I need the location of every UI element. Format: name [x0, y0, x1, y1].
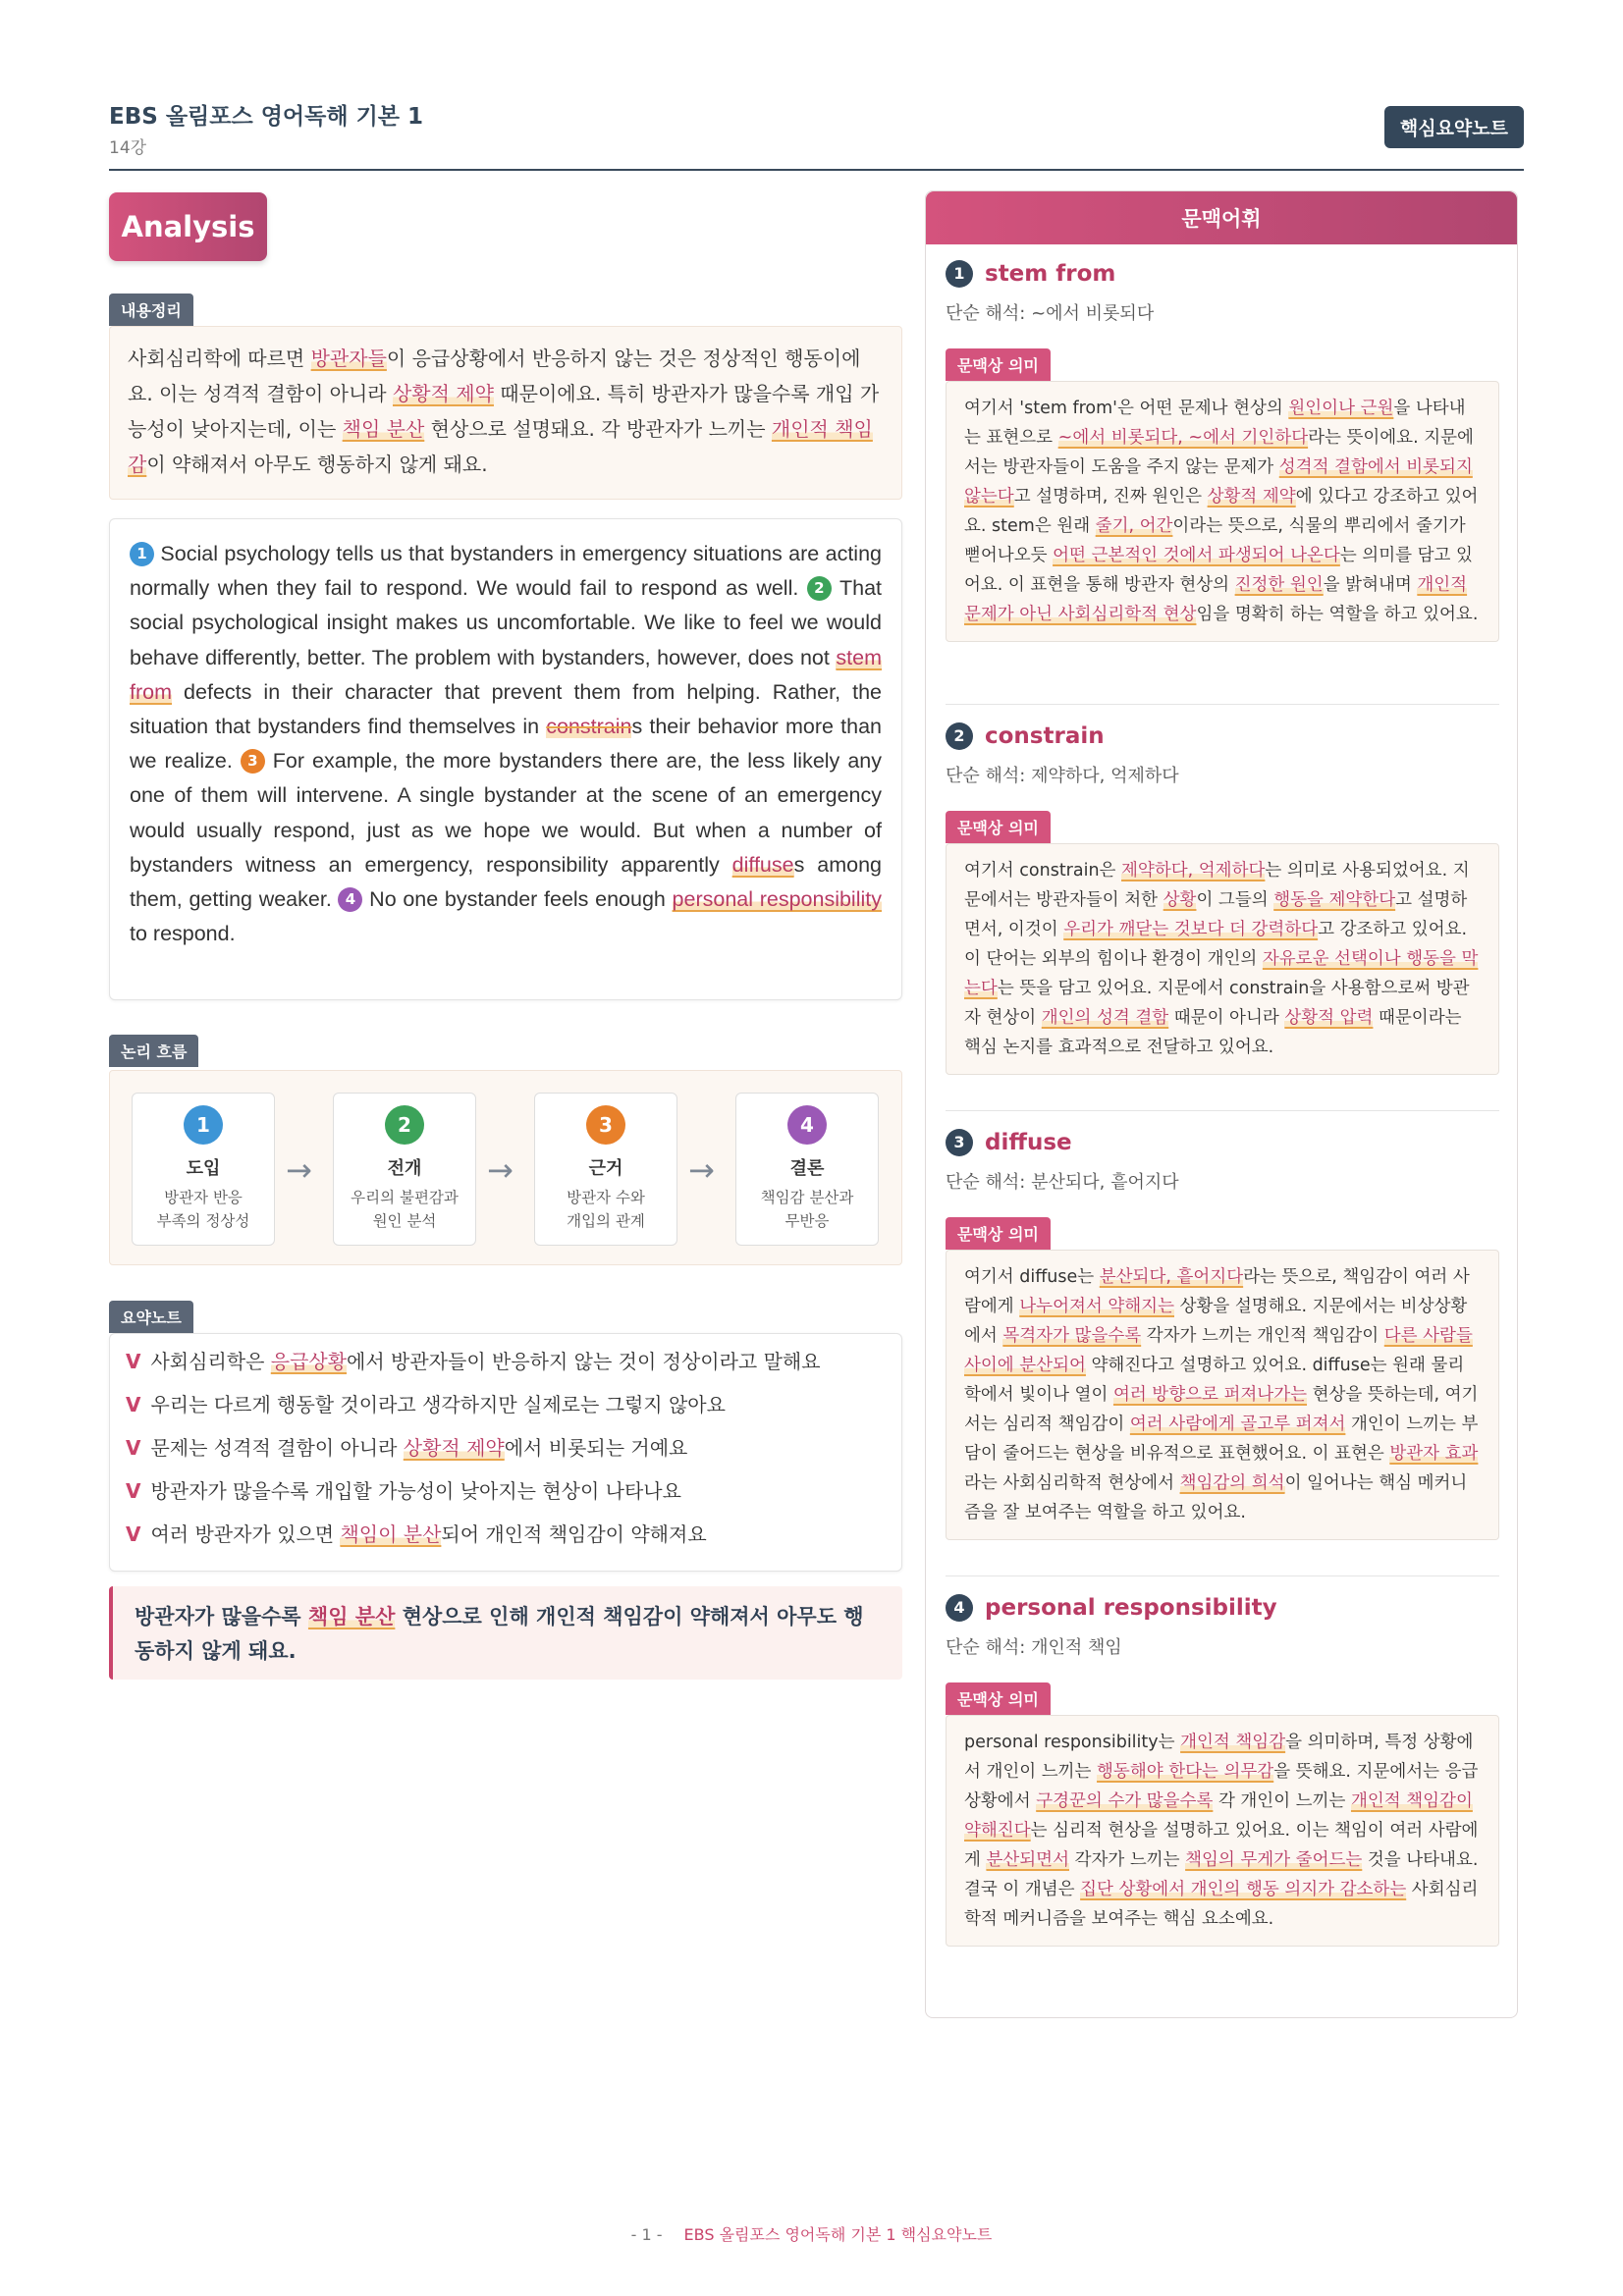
- flow-step-title: 결론: [789, 1158, 825, 1179]
- flow-step-desc: 개입의 관계: [567, 1212, 645, 1230]
- key-term: 개인적 책임감: [128, 417, 873, 476]
- analysis-tag: Analysis: [109, 192, 267, 261]
- key-term: 어떤 근본적인 것에서 파생되어 나온다: [1053, 546, 1340, 565]
- divider: [946, 1575, 1499, 1576]
- arrow-right-icon: →: [688, 1151, 715, 1189]
- key-term: 진정한 원인: [1234, 575, 1324, 595]
- vocab-panel: [925, 190, 1518, 2018]
- flow-step-title: 도입: [186, 1158, 221, 1179]
- vocab-highlight: diffuse: [731, 852, 794, 877]
- context-meaning-text: personal responsibility는 개인적 책임감을 의미하며, 특정 상황에서 개인이 느끼는 행동해야 한다는 의무감을 뜻해요. 지문에서는 응급상황에서 구경꾼의 수가 많을수록 각 개인이 느끼는 개인적 책임감이 약해진다는 심리적 현상을 설명하고 있어요. 이는 책임이 여러 사람에게 분산되면서 각자가 느끼는 책임의 무게가 줄어드는 것을 나타내요. 결국 이 개념은 집단 상황에서 개인의 행동 의지가 감소하는 사회심리학적 메커니즘을 보여주는 핵심 요소예요.: [946, 1715, 1499, 1947]
- flow-step-desc: 방관자 반응: [164, 1189, 243, 1206]
- note-type-badge: 핵심요약노트: [1384, 106, 1524, 148]
- vocab-entry-stem-from: [946, 260, 1499, 642]
- divider: [946, 1110, 1499, 1111]
- key-term: 방관자 효과: [1389, 1444, 1479, 1464]
- vocab-word: diffuse: [985, 1130, 1072, 1155]
- key-term: 상황적 압력: [1284, 1008, 1374, 1028]
- key-term: 책임의 무게가 줄어드는: [1185, 1850, 1363, 1870]
- flow-step-title: 전개: [387, 1158, 422, 1179]
- key-term: 집단 상황에서 개인의 행동 의지가 감소하는: [1080, 1880, 1407, 1899]
- vocab-panel-title: 문맥어휘: [926, 191, 1517, 244]
- key-term: 방관자들: [310, 347, 387, 370]
- key-term: 개인적 책임감이 약해진다: [964, 1791, 1473, 1841]
- lesson-number: 14강: [109, 138, 147, 158]
- flow-step-desc: 원인 분석: [372, 1212, 437, 1230]
- key-term: 다른 사람들 사이에 분산되어: [964, 1326, 1473, 1375]
- vocab-word: stem from: [985, 261, 1116, 287]
- entry-number: 2: [946, 722, 973, 750]
- sentence-number-4: 4: [338, 887, 362, 912]
- key-term: 자유로운 선택이나 행동을 막는다: [964, 949, 1479, 998]
- simple-label: 단순 해석:: [946, 766, 1026, 786]
- flow-step-title: 근거: [588, 1158, 623, 1179]
- arrow-right-icon: →: [487, 1151, 514, 1189]
- key-term: 상황: [1163, 890, 1197, 910]
- conclusion-box: 방관자가 많을수록 책임 분산 현상으로 인해 개인적 책임감이 약해져서 아무도 행동하지 않게 돼요.: [109, 1586, 902, 1680]
- page-number: - 1 -: [630, 2225, 663, 2244]
- flow-step-desc: 부족의 정상성: [156, 1212, 250, 1230]
- page-title: EBS 올림포스 영어독해 기본 1: [109, 104, 424, 130]
- flow-step-intro: [132, 1093, 275, 1246]
- passage-text: 1 Social psychology tells us that bystanders in emergency situations are acting normally when they fail to respond. We would fail to respond as well. 2 That social psychological insight makes us uncomfortable. We like to feel we would behave differently, better. The problem with bystanders, however, does not stem from defects in their character that prevent them from helping. Rather, the situation that bystanders find themselves in constrains their behavior more than we realize. 3 For example, the more bystanders there are, the less likely any one of them will intervene. A single bystander at the scene of an emergency would usually respond, just as we hope we would. But when a number of bystanders witness an emergency, responsibility apparently diffuses among them, getting weaker. 4 No one bystander feels enough personal responsibility to respond.: [130, 542, 883, 946]
- simple-label: 단순 해석:: [946, 1637, 1026, 1658]
- key-term: 구경꾼의 수가 많을수록: [1036, 1791, 1214, 1811]
- vocab-highlight: constrain: [546, 715, 632, 739]
- flow-step-desc: 방관자 수와: [567, 1189, 645, 1206]
- content-summary-box: [109, 326, 902, 500]
- flow-step-conclusion: [735, 1093, 879, 1246]
- key-term: 상황적 제약: [392, 382, 494, 405]
- sentence-number-2: 2: [807, 576, 832, 601]
- summary-note-item: V 문제는 성격적 결함이 아니라 상황적 제약에서 비롯되는 거예요: [126, 1436, 688, 1460]
- flow-step-evidence: [534, 1093, 677, 1246]
- key-term: 제약하다, 억제하다: [1121, 861, 1266, 881]
- page-footer: [0, 2222, 1623, 2245]
- flow-step-number: 4: [787, 1105, 827, 1145]
- context-meaning-tag: 문맥상 의미: [946, 1217, 1051, 1250]
- footer-text: EBS 올림포스 영어독해 기본 1 핵심요약노트: [683, 2225, 993, 2244]
- content-summary-text: 사회심리학에 따르면 방관자들이 응급상황에서 반응하지 않는 것은 정상적인 행동이에요. 이는 성격적 결함이 아니라 상황적 제약 때문이에요. 특히 방관자가 많을수록 개입 가능성이 낮아지는데, 이는 책임 분산 현상으로 설명돼요. 각 방관자가 느끼는 개인적 책임감이 약해져서 아무도 행동하지 않게 돼요.: [128, 347, 880, 476]
- key-term: 여러 사람에게 골고루 퍼져서: [1129, 1415, 1346, 1434]
- key-term: 상황적 제약: [403, 1436, 505, 1460]
- entry-number: 4: [946, 1594, 973, 1622]
- key-term: 개인의 성격 결함: [1041, 1008, 1169, 1028]
- summary-note-list: [110, 1334, 901, 1562]
- vocab-word: personal responsibility: [985, 1595, 1277, 1621]
- entry-number: 1: [946, 260, 973, 288]
- key-term: 목격자가 많을수록: [1002, 1326, 1142, 1346]
- context-meaning-tag: 문맥상 의미: [946, 1682, 1051, 1715]
- check-mark-icon: V: [126, 1393, 141, 1416]
- divider: [946, 704, 1499, 705]
- entry-number: 3: [946, 1129, 973, 1156]
- check-mark-icon: V: [126, 1522, 141, 1546]
- key-term: 우리가 깨닫는 것보다 더 강력하다: [1063, 920, 1319, 939]
- key-term: 여러 방향으로 퍼져나가는: [1112, 1385, 1308, 1405]
- logic-flow-box: [109, 1070, 902, 1265]
- key-term: 상황적 제약: [1207, 487, 1296, 507]
- key-term: 행동을 제약한다: [1273, 890, 1396, 910]
- vocab-entry-diffuse: [946, 1129, 1499, 1540]
- key-term: 나누어져서 약해지는: [1019, 1297, 1174, 1316]
- flow-step-number: 1: [184, 1105, 223, 1145]
- summary-note-item: V 방관자가 많을수록 개입할 가능성이 낮아지는 현상이 나타나요: [126, 1479, 681, 1503]
- context-meaning-tag: 문맥상 의미: [946, 348, 1051, 381]
- content-summary-label: 내용정리: [109, 294, 193, 326]
- page-header: [109, 94, 1524, 171]
- context-meaning-text: 여기서 diffuse는 분산되다, 흩어지다라는 뜻으로, 책임감이 여러 사람에게 나누어져서 약해지는 상황을 설명해요. 지문에서는 비상상황에서 목격자가 많을수록 각자가 느끼는 개인적 책임감이 다른 사람들 사이에 분산되어 약해진다고 설명하고 있어요. diffuse는 원래 물리학에서 빛이나 열이 여러 방향으로 퍼져나가는 현상을 뜻하는데, 여기서는 심리적 책임감이 여러 사람에게 골고루 퍼져서 개인이 느끼는 부담이 줄어드는 현상을 비유적으로 표현했어요. 이 표현은 방관자 효과라는 사회심리학적 현상에서 책임감의 희석이 일어나는 핵심 메커니즘을 잘 보여주는 역할을 하고 있어요.: [946, 1250, 1499, 1540]
- key-term: 원인이나 근원: [1288, 399, 1394, 418]
- vocab-entry-constrain: [946, 722, 1499, 1075]
- summary-note-item: V 우리는 다르게 행동할 것이라고 생각하지만 실제로는 그렇지 않아요: [126, 1393, 726, 1416]
- simple-meaning: ~에서 비롯되다: [1031, 303, 1155, 324]
- key-term: ~에서 비롯되다, ~에서 기인하다: [1057, 428, 1309, 448]
- sentence-number-3: 3: [241, 749, 265, 774]
- key-term: 분산되다, 흩어지다: [1099, 1267, 1244, 1287]
- logic-flow-label: 논리 흐름: [109, 1035, 198, 1067]
- vocab-highlight: stem from: [130, 645, 882, 704]
- simple-label: 단순 해석:: [946, 1172, 1026, 1193]
- check-mark-icon: V: [126, 1436, 141, 1460]
- summary-note-item: V 사회심리학은 응급상황에서 방관자들이 반응하지 않는 것이 정상이라고 말해요: [126, 1350, 821, 1373]
- simple-meaning: 개인적 책임: [1031, 1637, 1122, 1658]
- summary-note-item: V 여러 방관자가 있으면 책임이 분산되어 개인적 책임감이 약해져요: [126, 1522, 707, 1546]
- key-term: 성격적 결함에서 비롯되지 않는다: [964, 457, 1473, 507]
- context-meaning-text: 여기서 constrain은 제약하다, 억제하다는 의미로 사용되었어요. 지문에서는 방관자들이 처한 상황이 그들의 행동을 제약한다고 설명하면서, 이것이 우리가 깨닫는 것보다 더 강력하다고 강조하고 있어요. 이 단어는 외부의 힘이나 환경이 개인의 자유로운 선택이나 행동을 막는다는 뜻을 담고 있어요. 지문에서 constrain을 사용함으로써 방관자 현상이 개인의 성격 결함 때문이 아니라 상황적 압력 때문이라는 핵심 논지를 효과적으로 전달하고 있어요.: [946, 843, 1499, 1075]
- vocab-highlight: personal responsibility: [672, 887, 882, 912]
- simple-meaning: 분산되다, 흩어지다: [1031, 1172, 1179, 1193]
- sentence-number-1: 1: [130, 542, 154, 566]
- context-meaning-text: 여기서 'stem from'은 어떤 문제나 현상의 원인이나 근원을 나타내는 표현으로 ~에서 비롯되다, ~에서 기인하다라는 뜻이에요. 지문에서는 방관자들이 도움을 주지 않는 문제가 성격적 결함에서 비롯되지 않는다고 설명하며, 진짜 원인은 상황적 제약에 있다고 강조하고 있어요. stem은 원래 줄기, 어간이라는 뜻으로, 식물의 뿌리에서 줄기가 뻗어나오듯 어떤 근본적인 것에서 파생되어 나온다는 의미를 담고 있어요. 이 표현을 통해 방관자 현상의 진정한 원인을 밝혀내며 개인적 문제가 아닌 사회심리학적 현상임을 명확히 하는 역할을 하고 있어요.: [946, 381, 1499, 642]
- flow-step-desc: 무반응: [784, 1212, 830, 1230]
- key-term: 응급상황: [270, 1350, 348, 1373]
- simple-meaning: 제약하다, 억제하다: [1031, 766, 1179, 786]
- flow-step-number: 3: [586, 1105, 625, 1145]
- key-term: 분산되면서: [986, 1850, 1069, 1870]
- key-term: 개인적 문제가 아닌 사회심리학적 현상: [964, 575, 1468, 624]
- simple-label: 단순 해석:: [946, 303, 1026, 324]
- key-term: 책임이 분산: [340, 1522, 442, 1546]
- flow-step-development: [333, 1093, 476, 1246]
- check-mark-icon: V: [126, 1479, 141, 1503]
- check-mark-icon: V: [126, 1350, 141, 1373]
- flow-step-desc: 책임감 분산과: [760, 1189, 854, 1206]
- summary-note-box: [109, 1333, 902, 1572]
- passage-box: [109, 518, 902, 1000]
- vocab-entry-personal-responsibility: [946, 1594, 1499, 1947]
- arrow-right-icon: →: [286, 1151, 312, 1189]
- flow-step-desc: 우리의 불편감과: [351, 1189, 459, 1206]
- key-term: 줄기, 어간: [1095, 516, 1173, 536]
- context-meaning-tag: 문맥상 의미: [946, 811, 1051, 843]
- key-term: 책임 분산: [307, 1605, 396, 1629]
- vocab-word: constrain: [985, 723, 1105, 749]
- key-term: 개인적 책임감: [1180, 1733, 1286, 1752]
- summary-note-label: 요약노트: [109, 1301, 193, 1333]
- key-term: 책임감의 희석: [1179, 1473, 1285, 1493]
- key-term: 책임 분산: [342, 417, 425, 441]
- flow-step-number: 2: [385, 1105, 424, 1145]
- key-term: 행동해야 한다는 의무감: [1097, 1762, 1274, 1782]
